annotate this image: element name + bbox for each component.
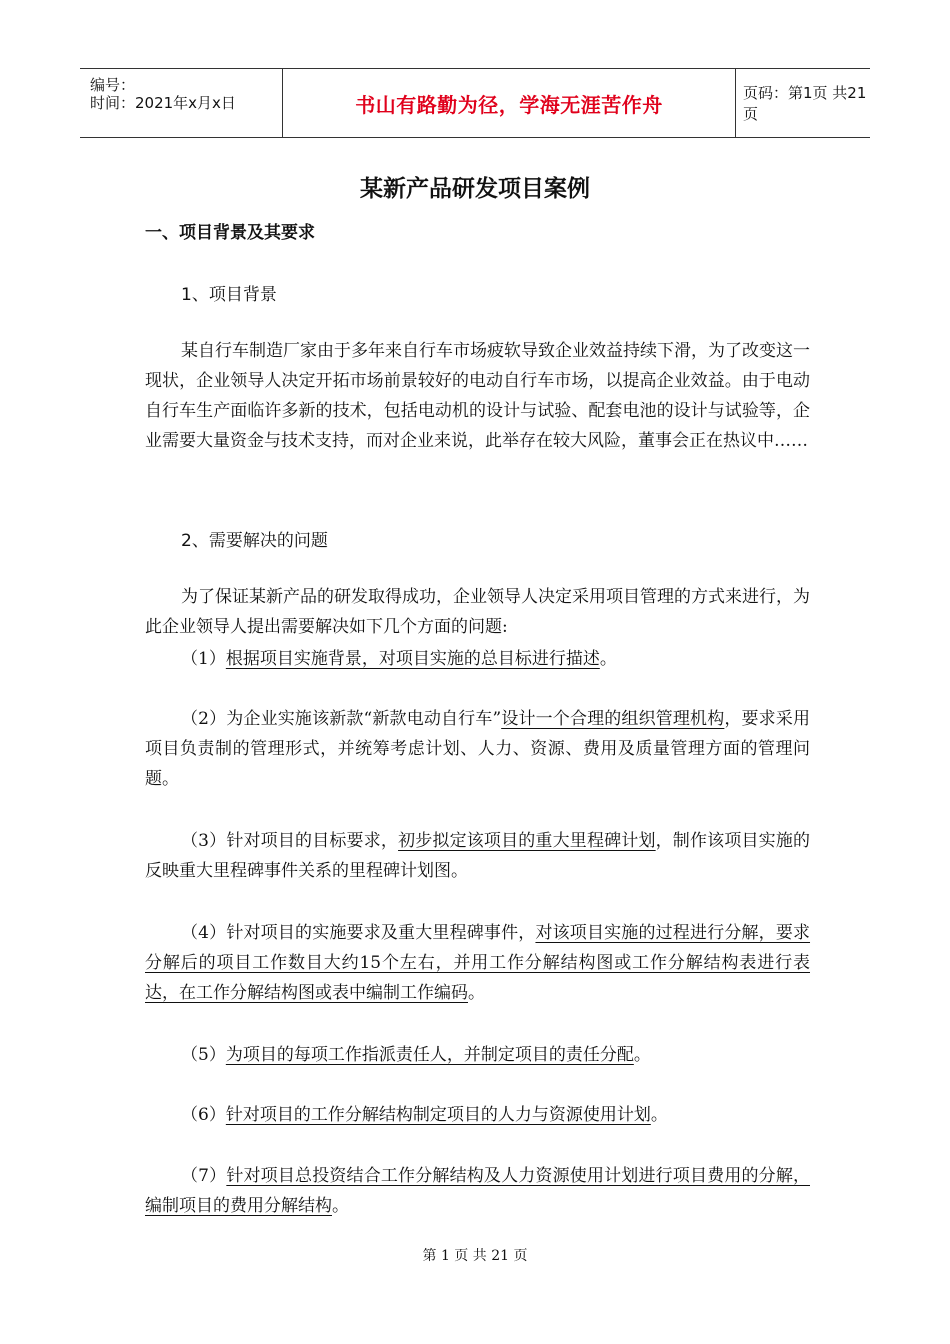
item-underlined-text: 设计一个合理的组织管理机构: [501, 709, 725, 729]
header-meta: [80, 69, 282, 137]
document-title: 某新产品研发项目案例: [360, 176, 590, 202]
list-item: [145, 644, 810, 674]
number-label: 编号：: [90, 76, 136, 94]
item-post-text: 。: [332, 1196, 349, 1216]
item-number: （1）: [181, 649, 226, 669]
item-underlined-text: 对该项目实施的过程进行分解，要求分解后的项目工作数目大约15个左右，并用工作分解结构图或工作分解结构表进行表达，在工作分解结构图或表中编制工作编码: [145, 923, 811, 1003]
item-post-text: 。: [633, 1045, 651, 1065]
time-label: 时间：2021年x月x日: [90, 94, 236, 112]
item-post-text: 。: [599, 649, 617, 669]
item-pre-text: 为企业实施该新款“新款电动自行车”: [226, 709, 502, 729]
intro-paragraph: [145, 582, 810, 642]
item-post-text: ，制作该项目实施的反映重大里程碑事件关系的里程碑计划图。: [145, 831, 811, 881]
item-number: （6）: [181, 1105, 226, 1125]
intro-text: 为了保证某新产品的研发取得成功，企业领导人决定采用项目管理的方式来进行，为此企业领导人提出需要解决如下几个方面的问题:: [145, 587, 810, 637]
item-underlined-text: 针对项目总投资结合工作分解结构及人力资源使用计划进行项目费用的分解，编制项目的费用分解结构: [145, 1166, 810, 1216]
header-page-code: 页码：第1页 共21页: [743, 84, 867, 123]
subsection-heading: 2、需要解决的问题: [181, 531, 328, 551]
page-footer: 第 1 页 共 21 页: [422, 1248, 528, 1264]
page-header: [80, 68, 870, 138]
item-post-text: 。: [650, 1105, 668, 1125]
item-underlined-text: 根据项目实施背景，对项目实施的总目标进行描述: [225, 649, 600, 669]
list-item: [145, 918, 810, 1008]
item-post-text: 。: [468, 983, 485, 1003]
list-item: [145, 1040, 810, 1070]
list-item: [145, 704, 810, 794]
section-heading: 一、项目背景及其要求: [145, 223, 315, 243]
item-number: （5）: [181, 1045, 226, 1065]
background-text: 某自行车制造厂家由于多年来自行车市场疲软导致企业效益持续下滑，为了改变这一现状，企业领导人决定开拓市场前景较好的电动自行车市场，以提高企业效益。由于电动自行车生产面临许多新的技术，包括电动机的设计与试验、配套电池的设计与试验等，企业需要大量资金与技术支持，而对企业来说，此举存在较大风险，董事会正在热议中……: [145, 341, 810, 451]
item-number: （7）: [181, 1166, 227, 1186]
header-motto-cell: [282, 69, 736, 137]
item-pre-text: 针对项目的实施要求及重大里程碑事件，: [226, 923, 536, 943]
item-number: （2）: [181, 709, 227, 729]
item-number: （4）: [181, 923, 227, 943]
item-underlined-text: 为项目的每项工作指派责任人，并制定项目的责任分配: [225, 1045, 634, 1065]
item-underlined-text: 初步拟定该项目的重大里程碑计划: [398, 831, 656, 851]
list-item: [145, 1161, 810, 1221]
subsection-heading: 1、项目背景: [181, 285, 277, 305]
item-post-text: ，要求采用项目负责制的管理形式，并统筹考虑计划、人力、资源、费用及质量管理方面的管理问题。: [145, 709, 810, 789]
list-item: [145, 826, 810, 886]
item-number: （3）: [181, 831, 227, 851]
background-paragraph: [145, 336, 810, 456]
item-pre-text: 针对项目的目标要求，: [226, 831, 399, 851]
item-underlined-text: 针对项目的工作分解结构制定项目的人力与资源使用计划: [225, 1105, 651, 1125]
list-item: [145, 1100, 810, 1130]
motto: 书山有路勤为径，学海无涯苦作舟: [355, 92, 663, 117]
